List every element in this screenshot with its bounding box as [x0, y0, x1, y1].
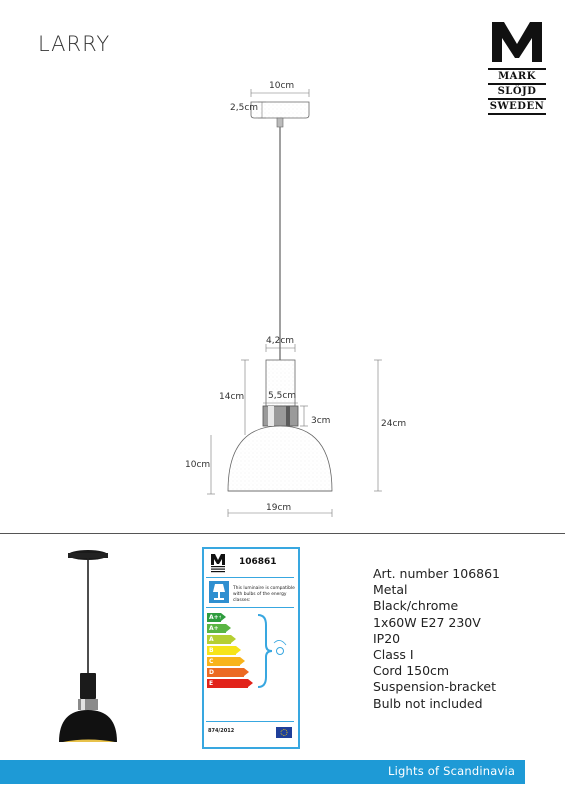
spec-line: Cord 150cm [373, 663, 450, 679]
energy-label [202, 547, 300, 749]
dim-shade-width: 19cm [266, 503, 292, 513]
specs-list [373, 566, 500, 712]
label-regulation: 874/2012 [208, 728, 235, 734]
product-title: LARRY [38, 32, 111, 56]
dim-shade-height: 10cm [185, 460, 211, 470]
spec-line: IP20 [373, 630, 401, 646]
dim-ring-height: 3cm [311, 416, 331, 426]
logo-line-sweden: SWEDEN [488, 98, 546, 115]
dim-socket-height: 14cm [219, 392, 245, 402]
energy-class-bar: A+ [207, 624, 226, 633]
logo-line-mark: MARK [488, 68, 546, 83]
dim-canopy-width: 10cm [269, 81, 295, 91]
spec-line: Black/chrome [373, 598, 459, 614]
lamp-bulb-icon [209, 581, 229, 603]
energy-class-bar: B [207, 646, 236, 655]
energy-class-bar: E [207, 679, 248, 688]
product-photo [55, 545, 135, 745]
spec-line: Metal [373, 582, 408, 598]
footer-tagline: Lights of Scandinavia [388, 764, 516, 778]
energy-class-bar: A [207, 635, 231, 644]
dim-socket-width: 4,2cm [266, 336, 295, 346]
section-divider [0, 533, 565, 534]
spec-line: 1x60W E27 230V [373, 614, 481, 630]
energy-class-bar: C [207, 657, 240, 666]
compat-bracket-icon [256, 613, 292, 689]
spec-line: Bulb not included [373, 695, 483, 711]
shade-shape [228, 426, 332, 491]
energy-class-bar: A++ [209, 614, 224, 621]
label-art-number: 106861 [239, 557, 277, 567]
spec-line: Art. number 106861 [373, 566, 501, 581]
spec-line: Suspension-bracket [373, 679, 496, 695]
dim-ring-width: 5,5cm [268, 391, 297, 401]
logo-line-slojd: SLÖJD [488, 83, 546, 98]
spec-line: Class I [373, 647, 414, 663]
eu-flag-icon [276, 727, 292, 738]
dim-total-height: 24cm [381, 419, 407, 429]
label-compat-text: This luminaire is compatible with bulbs of the energy classes: [233, 586, 295, 603]
dim-canopy-height: 2,5cm [230, 103, 259, 113]
energy-class-bar: D [207, 668, 244, 677]
canopy-shape [251, 102, 309, 127]
label-logo-icon [210, 553, 226, 573]
